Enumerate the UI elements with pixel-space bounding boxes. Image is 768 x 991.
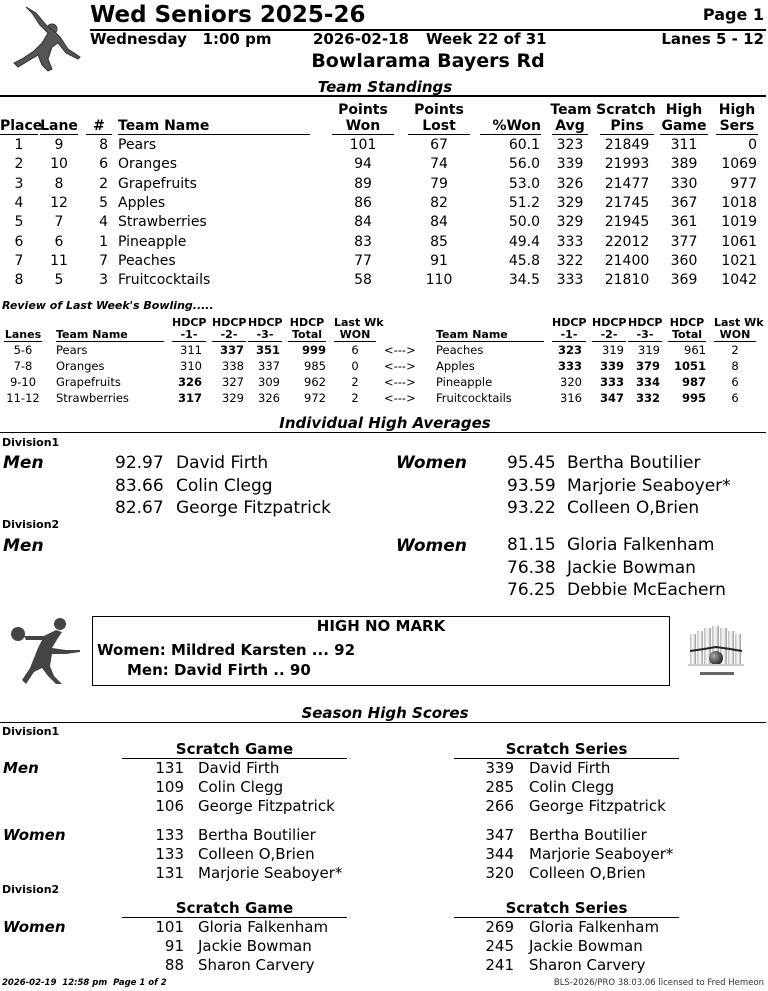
sh-division2-label: Division2 xyxy=(2,883,60,896)
review-right-tot: 961 xyxy=(684,343,706,357)
sh-div2-series-header: Scratch Series xyxy=(454,899,679,918)
standings-won: 89 xyxy=(354,175,372,192)
standings-lane: 12 xyxy=(50,194,68,211)
standings-team: Oranges xyxy=(118,156,178,173)
rv-col-team-right: Team Name xyxy=(436,329,544,342)
league-title: Wed Seniors 2025-26 xyxy=(90,2,366,28)
bowler-name: Debbie McEachern xyxy=(567,580,726,601)
standings-pct: 60.1 xyxy=(508,137,540,153)
standings-avg: 333 xyxy=(556,272,584,289)
standings-place: 7 xyxy=(14,252,24,269)
rv-col-g3-bottom-left: -3- xyxy=(248,329,282,342)
standings-lost: 79 xyxy=(430,175,448,192)
rv-col-g1-top-left: HDCP xyxy=(172,316,207,329)
standings-lost: 82 xyxy=(430,194,448,211)
standings-avg: 329 xyxy=(556,214,584,231)
rv-col-tot-bottom-right: Total xyxy=(668,329,706,342)
score-value: 320 xyxy=(485,864,514,882)
col-team-avg-l1: Team xyxy=(550,102,592,118)
standings-place: 3 xyxy=(14,175,24,192)
section-title-standings: Team Standings xyxy=(317,78,453,96)
bowler-name: George Fitzpatrick xyxy=(529,797,666,815)
bowler-name: Bertha Boutilier xyxy=(529,826,647,844)
col-pct-won: %Won xyxy=(480,118,541,135)
standings-hg: 361 xyxy=(670,214,698,231)
standings-hs: 977 xyxy=(730,175,757,192)
standings-team: Grapefruits xyxy=(118,175,197,192)
review-left-g1: 317 xyxy=(177,391,202,405)
bowler-name: George Fitzpatrick xyxy=(176,498,332,519)
lanes-info: Lanes 5 - 12 xyxy=(661,30,764,48)
week-info: Week 22 of 31 xyxy=(426,30,547,48)
average-value: 95.45 xyxy=(507,453,556,473)
avg-division2-label: Division2 xyxy=(2,518,60,531)
review-right-tot: 995 xyxy=(681,391,706,405)
review-title: Review of Last Week's Bowling..... xyxy=(2,299,214,312)
bowler-name: Gloria Falkenham xyxy=(529,918,660,936)
review-right-g1: 323 xyxy=(557,343,582,357)
high-no-mark-women: Women: Mildred Karsten ... 92 xyxy=(97,641,356,659)
standings-pct: 34.5 xyxy=(508,272,540,289)
review-left-g2: 337 xyxy=(219,343,244,357)
standings-place: 8 xyxy=(14,272,24,289)
score-value: 101 xyxy=(155,918,184,936)
standings-num: 6 xyxy=(99,156,108,173)
review-left-g2: 327 xyxy=(222,375,244,389)
bowler-name: Sharon Carvery xyxy=(198,956,315,974)
sh-div2-game-header: Scratch Game xyxy=(122,899,347,918)
score-value: 241 xyxy=(485,956,514,974)
standings-avg: 339 xyxy=(556,156,584,173)
standings-num: 4 xyxy=(99,214,108,231)
rv-col-won-top-right: Last Wk xyxy=(714,316,764,329)
review-team-right: Peaches xyxy=(436,343,484,357)
rv-col-lanes: Lanes xyxy=(4,328,42,341)
col-high-game-l2: Game xyxy=(661,118,707,134)
review-left-tot: 972 xyxy=(304,391,326,405)
avg-division1-label: Division1 xyxy=(2,436,60,449)
average-value: 92.97 xyxy=(115,453,164,473)
review-arrow: <---> xyxy=(384,359,416,373)
col-points-won-l2: Won xyxy=(332,118,394,135)
section-title-season-high: Season High Scores xyxy=(301,704,469,722)
score-value: 106 xyxy=(155,797,184,815)
review-right-tot: 987 xyxy=(681,375,706,389)
standings-place: 1 xyxy=(14,137,24,153)
bowler-name: Sharon Carvery xyxy=(529,956,646,974)
score-value: 266 xyxy=(485,797,514,815)
standings-num: 3 xyxy=(99,272,108,289)
review-arrow: <---> xyxy=(384,375,416,389)
bowler-name: Gloria Falkenham xyxy=(567,535,715,555)
review-right-g1: 316 xyxy=(560,391,582,405)
col-team-avg-l2: Avg xyxy=(552,118,588,135)
standings-hs: 1018 xyxy=(721,194,757,211)
bowler-name: Colin Clegg xyxy=(198,778,284,796)
review-left-g3: 351 xyxy=(255,343,280,357)
review-right-g3: 379 xyxy=(635,359,660,373)
score-value: 285 xyxy=(485,778,514,796)
rv-col-g3-top-left: HDCP xyxy=(248,316,283,329)
average-value: 76.38 xyxy=(507,557,556,578)
review-left-g3: 309 xyxy=(258,375,280,389)
col-points-lost-l1: Points xyxy=(414,102,464,118)
rv-col-g1-bottom-left: -1- xyxy=(172,329,206,342)
bowler-name: Jackie Bowman xyxy=(567,557,696,578)
standings-hs: 0 xyxy=(748,137,757,153)
high-no-mark-title: HIGH NO MARK xyxy=(316,617,446,635)
review-left-tot: 962 xyxy=(304,375,326,389)
review-lanes: 9-10 xyxy=(9,375,37,389)
standings-hg: 330 xyxy=(670,175,698,192)
rv-col-team-left: Team Name xyxy=(56,329,164,342)
standings-hs: 1042 xyxy=(721,272,757,289)
col-lane: Lane xyxy=(40,118,78,134)
standings-pins: 21477 xyxy=(604,175,650,192)
standings-team: Apples xyxy=(118,194,166,211)
review-left-won: 2 xyxy=(351,391,359,405)
standings-num: 8 xyxy=(99,137,108,153)
rv-col-g3-bottom-right: -3- xyxy=(628,329,662,342)
average-value: 83.66 xyxy=(115,475,164,496)
standings-lost: 85 xyxy=(430,233,448,250)
standings-place: 2 xyxy=(14,156,24,173)
rv-col-won-top-left: Last Wk xyxy=(334,316,384,329)
standings-hg: 377 xyxy=(670,233,698,250)
avg-div1-women-label: Women xyxy=(396,453,467,473)
standings-hs: 1019 xyxy=(721,214,757,231)
license-text: BLS-2026/PRO 38.03.06 licensed to Fred Hemeon xyxy=(553,978,764,988)
standings-lane: 11 xyxy=(50,252,68,269)
standings-team: Strawberries xyxy=(118,214,207,231)
bowler-name: Colin Clegg xyxy=(176,475,273,496)
season-high-divider xyxy=(0,722,766,723)
review-left-g1: 311 xyxy=(180,343,202,357)
standings-lost: 91 xyxy=(430,252,448,269)
standings-won: 77 xyxy=(354,252,372,269)
standings-lost: 110 xyxy=(425,272,453,289)
review-right-g3: 334 xyxy=(635,375,660,389)
review-left-g2: 338 xyxy=(222,359,244,373)
review-left-g3: 337 xyxy=(258,359,280,373)
review-right-won: 2 xyxy=(731,343,739,357)
print-timestamp: 2026-02-19 12:58 pm Page 1 of 2 xyxy=(2,978,167,988)
standings-num: 5 xyxy=(99,194,108,211)
review-right-g1: 333 xyxy=(557,359,582,373)
bowling-date: 2026-02-18 xyxy=(313,30,409,48)
review-left-tot: 985 xyxy=(304,359,326,373)
day-time: Wednesday 1:00 pm xyxy=(90,30,272,48)
average-value: 76.25 xyxy=(507,580,556,601)
standings-pins: 21400 xyxy=(604,252,650,269)
standings-hg: 367 xyxy=(670,194,698,211)
review-right-g3: 319 xyxy=(638,343,660,357)
review-right-won: 6 xyxy=(731,375,739,389)
bowler-name: Bertha Boutilier xyxy=(198,826,316,844)
col-team-name: Team Name xyxy=(118,118,310,135)
score-value: 133 xyxy=(155,845,184,863)
standings-place: 4 xyxy=(14,194,24,211)
review-left-g2: 329 xyxy=(222,391,244,405)
rv-col-g2-top-right: HDCP xyxy=(592,316,627,329)
standings-pins: 21810 xyxy=(604,272,650,289)
score-value: 344 xyxy=(485,845,514,863)
bowler-name: Marjorie Seaboyer* xyxy=(529,845,674,863)
page-number: Page 1 xyxy=(702,5,764,24)
standings-divider xyxy=(0,95,766,97)
rv-col-g2-bottom-right: -2- xyxy=(592,329,626,342)
bowler-name: David Firth xyxy=(176,453,269,473)
bowler-name: David Firth xyxy=(529,759,611,777)
rv-col-g1-top-right: HDCP xyxy=(552,316,587,329)
score-value: 91 xyxy=(164,937,184,955)
bowler-name: Gloria Falkenham xyxy=(198,918,329,936)
review-arrow: <---> xyxy=(384,391,416,405)
col-high-series-l2: Sers xyxy=(716,118,758,135)
standings-lane: 7 xyxy=(54,214,64,231)
rv-col-won-bottom-left: WON xyxy=(334,329,376,342)
bowler-icon xyxy=(2,3,82,73)
rv-col-tot-bottom-left: Total xyxy=(288,329,326,342)
standings-pins: 21993 xyxy=(604,156,650,173)
standings-hs: 1021 xyxy=(721,252,757,269)
averages-divider xyxy=(0,432,766,433)
standings-won: 84 xyxy=(354,214,372,231)
review-right-g3: 332 xyxy=(635,391,660,405)
avg-div1-men-label: Men xyxy=(3,453,44,473)
review-right-g2: 339 xyxy=(599,359,624,373)
sh-div1-game-header: Scratch Game xyxy=(122,740,347,759)
bowler-name: Colleen O,Brien xyxy=(529,864,646,882)
average-value: 82.67 xyxy=(115,498,164,519)
standings-pct: 45.8 xyxy=(508,252,540,269)
standings-team: Peaches xyxy=(118,252,176,269)
review-right-won: 8 xyxy=(731,359,739,373)
standings-num: 2 xyxy=(99,175,108,192)
rv-col-g2-top-left: HDCP xyxy=(212,316,247,329)
average-value: 93.22 xyxy=(507,498,556,519)
bowler-name: Colin Clegg xyxy=(529,778,615,796)
col-team-num: # xyxy=(86,118,112,135)
review-right-tot: 1051 xyxy=(673,359,706,373)
standings-team: Pears xyxy=(118,137,157,153)
section-title-averages: Individual High Averages xyxy=(279,414,491,432)
standings-avg: 326 xyxy=(556,175,584,192)
standings-pct: 49.4 xyxy=(508,233,540,250)
review-team-left: Strawberries xyxy=(56,391,129,405)
standings-avg: 322 xyxy=(556,252,584,269)
standings-pct: 50.0 xyxy=(508,214,540,231)
standings-won: 58 xyxy=(354,272,372,289)
col-place: Place xyxy=(0,118,43,134)
standings-place: 5 xyxy=(14,214,24,231)
average-value: 93.59 xyxy=(507,475,556,496)
standings-lost: 67 xyxy=(430,137,448,153)
standings-team: Fruitcocktails xyxy=(118,272,211,289)
review-team-right: Fruitcocktails xyxy=(436,391,512,405)
score-value: 131 xyxy=(155,759,184,777)
avg-div2-men-label: Men xyxy=(3,536,44,556)
standings-hg: 360 xyxy=(670,252,698,269)
review-left-won: 0 xyxy=(351,359,359,373)
standings-lane: 8 xyxy=(54,175,64,192)
standings-won: 83 xyxy=(354,233,372,250)
review-lanes: 7-8 xyxy=(13,359,33,373)
score-value: 245 xyxy=(485,937,514,955)
review-lanes: 5-6 xyxy=(13,343,33,357)
standings-pct: 51.2 xyxy=(508,194,540,211)
standings-hg: 311 xyxy=(670,137,698,153)
standings-lane: 5 xyxy=(54,272,64,289)
sh-division1-label: Division1 xyxy=(2,725,60,738)
standings-pins: 22012 xyxy=(604,233,650,250)
bowler-name: George Fitzpatrick xyxy=(198,797,335,815)
high-no-mark-men: Men: David Firth .. 90 xyxy=(127,661,311,679)
bowler-name: Bertha Boutilier xyxy=(567,453,701,473)
standings-hs: 1061 xyxy=(721,233,757,250)
review-arrow: <---> xyxy=(384,343,416,357)
review-left-g1: 326 xyxy=(177,375,202,389)
average-value: 81.15 xyxy=(507,535,556,555)
standings-won: 101 xyxy=(349,137,377,153)
bowling-center: Bowlarama Bayers Rd xyxy=(311,50,545,72)
bowler-name: Jackie Bowman xyxy=(198,937,312,955)
col-scratch-pins-l1: Scratch xyxy=(596,102,656,118)
woman-bowler-icon xyxy=(4,614,80,686)
standings-avg: 323 xyxy=(556,137,584,153)
avg-div2-women-label: Women xyxy=(396,536,467,556)
col-points-won-l1: Points xyxy=(338,102,388,118)
bowler-name: Colleen O,Brien xyxy=(567,498,700,519)
standings-hs: 1069 xyxy=(721,156,757,173)
sh-div1-series-header: Scratch Series xyxy=(454,740,679,759)
standings-avg: 333 xyxy=(556,233,584,250)
review-right-g2: 333 xyxy=(599,375,624,389)
review-left-won: 2 xyxy=(351,375,359,389)
standings-hg: 389 xyxy=(670,156,698,173)
standings-lane: 9 xyxy=(54,137,64,153)
rv-col-won-bottom-right: WON xyxy=(714,329,756,342)
bowling-pins-icon xyxy=(686,624,750,680)
col-scratch-pins-l2: Pins xyxy=(600,118,654,135)
standings-lost: 74 xyxy=(430,156,448,173)
rv-col-g3-top-right: HDCP xyxy=(628,316,663,329)
standings-pins: 21849 xyxy=(604,137,650,153)
standings-place: 6 xyxy=(14,233,24,250)
review-left-tot: 999 xyxy=(301,343,326,357)
standings-lost: 84 xyxy=(430,214,448,231)
rv-col-g1-bottom-right: -1- xyxy=(552,329,586,342)
score-value: 88 xyxy=(164,956,184,974)
rv-col-tot-top-left: HDCP xyxy=(289,316,325,329)
standings-pct: 56.0 xyxy=(508,156,540,173)
standings-won: 94 xyxy=(354,156,372,173)
standings-pins: 21745 xyxy=(604,194,650,211)
sh-div1-men-label: Men xyxy=(3,759,39,777)
bowler-name: Marjorie Seaboyer* xyxy=(567,475,731,496)
review-left-g3: 326 xyxy=(258,391,280,405)
bowler-name: Marjorie Seaboyer* xyxy=(198,864,343,882)
score-value: 339 xyxy=(485,759,514,777)
col-high-game-l1: High xyxy=(665,102,703,118)
review-team-left: Pears xyxy=(56,343,88,357)
score-value: 131 xyxy=(155,864,184,882)
review-team-right: Pineapple xyxy=(436,375,493,389)
review-team-left: Grapefruits xyxy=(56,375,121,389)
bowler-name: David Firth xyxy=(198,759,280,777)
standings-num: 1 xyxy=(99,233,108,250)
sh-div1-women-label: Women xyxy=(3,826,66,844)
col-high-series-l1: High xyxy=(718,102,756,118)
rv-col-g2-bottom-left: -2- xyxy=(212,329,246,342)
review-right-g2: 347 xyxy=(599,391,624,405)
score-value: 347 xyxy=(485,826,514,844)
bowler-name: Colleen O,Brien xyxy=(198,845,315,863)
sh-div2-women-label: Women xyxy=(3,918,66,936)
standings-pins: 21945 xyxy=(604,214,650,231)
standings-num: 7 xyxy=(99,252,108,269)
review-lanes: 11-12 xyxy=(6,391,40,405)
standings-pct: 53.0 xyxy=(508,175,540,192)
standings-team: Pineapple xyxy=(118,233,187,250)
review-team-left: Oranges xyxy=(56,359,105,373)
standings-won: 86 xyxy=(354,194,372,211)
standings-lane: 10 xyxy=(50,156,68,173)
score-value: 269 xyxy=(485,918,514,936)
standings-avg: 329 xyxy=(556,194,584,211)
standings-lane: 6 xyxy=(54,233,64,250)
review-team-right: Apples xyxy=(436,359,475,373)
review-left-won: 6 xyxy=(351,343,359,357)
rv-col-tot-top-right: HDCP xyxy=(669,316,705,329)
review-left-g1: 310 xyxy=(180,359,202,373)
standings-hg: 369 xyxy=(670,272,698,289)
col-points-lost-l2: Lost xyxy=(408,118,470,135)
review-right-won: 6 xyxy=(731,391,739,405)
score-value: 133 xyxy=(155,826,184,844)
bowler-name: Jackie Bowman xyxy=(529,937,643,955)
review-right-g1: 320 xyxy=(560,375,582,389)
review-right-g2: 319 xyxy=(602,343,624,357)
score-value: 109 xyxy=(155,778,184,796)
